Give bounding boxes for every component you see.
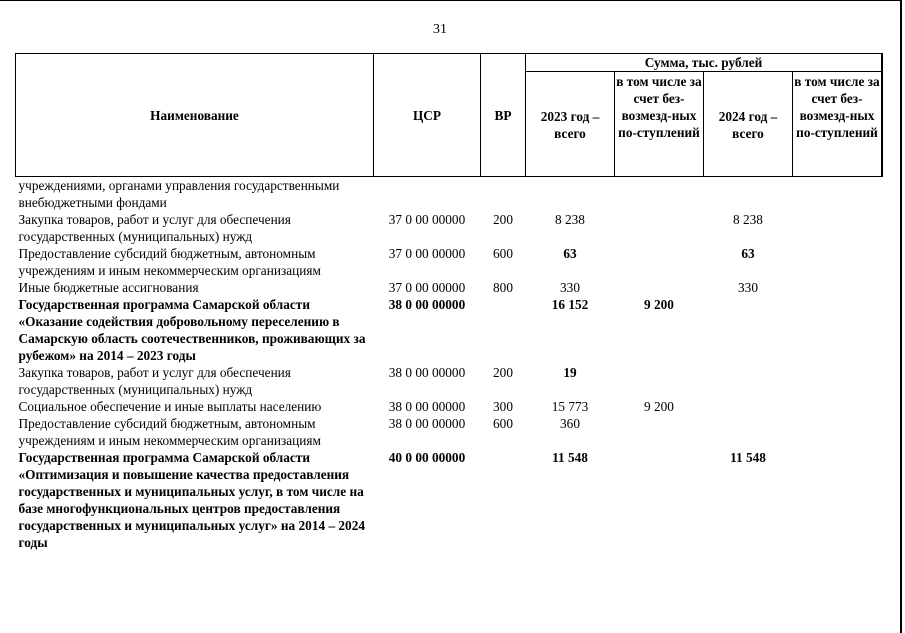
row-2023-total: 19 <box>563 365 577 380</box>
row-2023-grant <box>615 177 704 212</box>
row-name: Государственная программа Самарской области «Оказание содействия добровольному переселению в Самарскую область соотечественников, проживающих за рубежом» на 2014 – 2023 годы <box>18 297 366 363</box>
row-2023-total: 63 <box>563 246 577 261</box>
row-vr <box>481 449 526 551</box>
table-row <box>16 245 883 279</box>
row-2023-grant <box>615 415 704 449</box>
row-2023-total: 8 238 <box>555 212 585 227</box>
row-2024-total <box>704 177 793 212</box>
header-csr: ЦСР <box>374 54 481 177</box>
row-2024-grant <box>793 296 883 364</box>
row-name: Предоставление субсидий бюджетным, автономным учреждениям и иным некоммерческим организациям <box>18 416 321 448</box>
row-2024-total <box>704 296 793 364</box>
row-2024-total: 8 238 <box>733 212 763 227</box>
row-2023-grant <box>615 449 704 551</box>
table-body <box>16 177 883 552</box>
budget-table <box>15 53 883 551</box>
header-2023-grant: в том числе за счет без-возмезд-ных по-ступлений <box>615 72 704 177</box>
row-2024-total <box>704 364 793 398</box>
row-vr: 300 <box>493 399 513 414</box>
row-vr <box>481 296 526 364</box>
table-row <box>16 415 883 449</box>
row-2023-total: 11 548 <box>552 450 588 465</box>
row-csr: 38 0 00 00000 <box>388 297 466 312</box>
page-number: 31 <box>433 22 447 37</box>
row-2024-grant <box>793 211 883 245</box>
row-2023-grant: 9 200 <box>644 297 674 312</box>
row-name: Закупка товаров, работ и услуг для обеспечения государственных (муниципальных) нужд <box>18 212 291 244</box>
row-2024-grant <box>793 177 883 212</box>
header-name: Наименование <box>16 54 374 177</box>
row-2023-grant <box>615 211 704 245</box>
row-2024-total: 330 <box>738 280 758 295</box>
row-vr <box>481 177 526 212</box>
row-csr: 38 0 00 00000 <box>388 399 466 414</box>
row-csr: 40 0 00 00000 <box>388 450 466 465</box>
row-2024-grant <box>793 415 883 449</box>
row-2023-total <box>526 177 615 212</box>
row-csr: 38 0 00 00000 <box>388 416 466 431</box>
page-top-border <box>0 0 900 1</box>
row-2023-grant <box>615 279 704 296</box>
row-2023-grant: 9 200 <box>644 399 674 414</box>
row-2023-total: 360 <box>560 416 580 431</box>
header-sum: Сумма, тыс. рублей <box>526 54 883 72</box>
row-name: Иные бюджетные ассигнования <box>18 280 199 295</box>
page-right-border <box>900 0 902 633</box>
row-2024-grant <box>793 398 883 415</box>
table-row <box>16 364 883 398</box>
header-2024-total: 2024 год – всего <box>704 72 793 177</box>
header-2024-grant: в том числе за счет без-возмезд-ных по-ступлений <box>793 72 883 177</box>
row-name: Закупка товаров, работ и услуг для обеспечения государственных (муниципальных) нужд <box>18 365 291 397</box>
table-row <box>16 211 883 245</box>
row-csr <box>374 177 481 212</box>
row-2024-total: 63 <box>741 246 755 261</box>
row-2024-total <box>704 415 793 449</box>
row-2023-total: 16 152 <box>551 297 589 312</box>
row-name: Государственная программа Самарской области «Оптимизация и повышение качества предоставления государственных и муниципальных услуг, в том числе на базе многофункциональных центров предоставления государственных и муниципальных услуг» на 2014 – 2024 годы <box>18 450 366 550</box>
row-2024-total: 11 548 <box>730 450 766 465</box>
row-2024-grant <box>793 279 883 296</box>
row-2023-total: 330 <box>560 280 580 295</box>
row-csr: 37 0 00 00000 <box>388 212 466 227</box>
row-name: учреждениями, органами управления государственными внебюджетными фондами <box>18 178 340 210</box>
row-2024-grant <box>793 449 883 551</box>
row-vr: 600 <box>493 246 513 261</box>
row-csr: 37 0 00 00000 <box>388 280 466 295</box>
header-2023-total: 2023 год – всего <box>526 72 615 177</box>
row-vr: 200 <box>493 212 513 227</box>
table-row <box>16 177 883 212</box>
row-vr: 600 <box>493 416 513 431</box>
row-csr: 37 0 00 00000 <box>388 246 466 261</box>
row-2023-grant <box>615 245 704 279</box>
row-2024-grant <box>793 364 883 398</box>
header-vr: ВР <box>481 54 526 177</box>
table-row <box>16 279 883 296</box>
table-row <box>16 296 883 364</box>
row-csr: 38 0 00 00000 <box>388 365 466 380</box>
row-2023-grant <box>615 364 704 398</box>
row-name: Предоставление субсидий бюджетным, автономным учреждениям и иным некоммерческим организациям <box>18 246 321 278</box>
row-name: Социальное обеспечение и иные выплаты населению <box>18 399 322 414</box>
header-row-1 <box>16 54 883 72</box>
row-2024-grant <box>793 245 883 279</box>
row-vr: 200 <box>493 365 513 380</box>
row-2023-total: 15 773 <box>551 399 589 414</box>
row-vr: 800 <box>493 280 513 295</box>
row-2024-total <box>704 398 793 415</box>
table-row <box>16 398 883 415</box>
table-row <box>16 449 883 551</box>
